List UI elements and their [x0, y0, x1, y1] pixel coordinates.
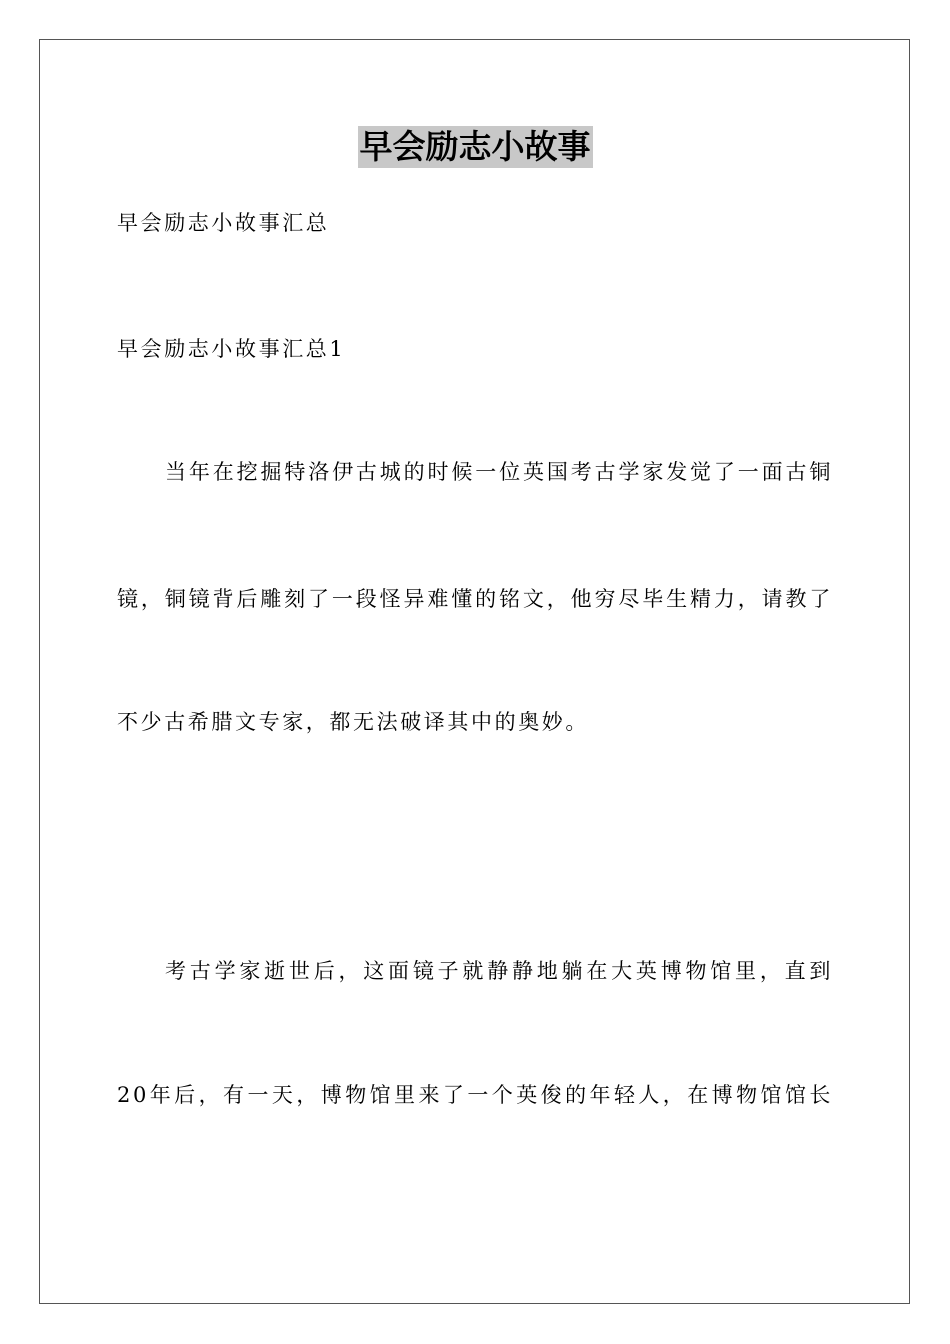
paragraph2-line2: 20年后，有一天，博物馆里来了一个英俊的年轻人，在博物馆馆长	[117, 1083, 833, 1107]
section-heading: 早会励志小故事汇总1	[117, 337, 346, 361]
paragraph1-line3: 不少古希腊文专家，都无法破译其中的奥妙。	[117, 710, 589, 734]
document-title: 早会励志小故事	[359, 127, 591, 166]
title-container	[0, 126, 950, 168]
document-subtitle: 早会励志小故事汇总	[117, 211, 330, 235]
paragraph1-line1: 当年在挖掘特洛伊古城的时候一位英国考古学家发觉了一面古铜	[165, 460, 833, 484]
paragraph1-line2: 镜，铜镜背后雕刻了一段怪异难懂的铭文，他穷尽毕生精力，请教了	[117, 587, 833, 611]
paragraph2-line1: 考古学家逝世后，这面镜子就静静地躺在大英博物馆里，直到	[165, 959, 833, 983]
